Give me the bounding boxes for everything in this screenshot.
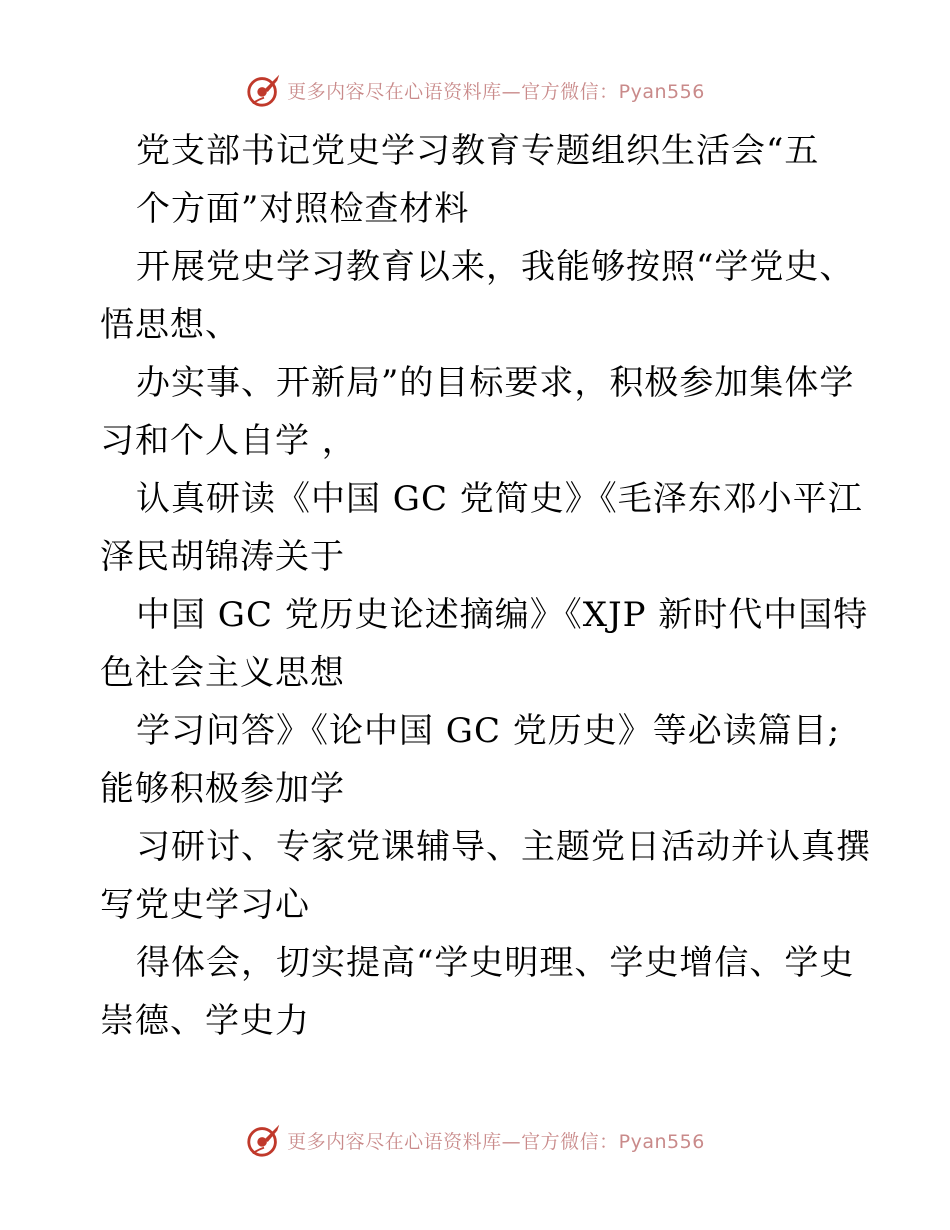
footer-banner-text: 更多内容尽在心语资料库—官方微信：Pyan556 (287, 1130, 705, 1153)
body-line: 崇德、学史力 (100, 1001, 310, 1041)
body-line: 办实事、开新局”的目标要求，积极参加集体学 (136, 363, 855, 403)
body-line: 能够积极参加学 (100, 769, 345, 809)
body-line: 中国 GC 党历史论述摘编》《XJP 新时代中国特 (136, 595, 869, 635)
body-line: 习和个人自学 ， (100, 421, 357, 461)
document-body (100, 122, 871, 1050)
body-line: 认真研读《中国 GC 党简史》《毛泽东邓小平江 (136, 479, 863, 519)
body-line: 写党史学习心 (100, 885, 310, 925)
title-line-2: 个方面”对照检查材料 (136, 189, 470, 229)
footer-banner (0, 1120, 950, 1160)
body-line: 习研讨、专家党课辅导、主题党日活动并认真撰 (136, 827, 871, 867)
body-line: 学习问答》《论中国 GC 党历史》等必读篇目; (136, 711, 841, 751)
red-quill-circle-logo-icon (245, 71, 283, 109)
header-banner (0, 70, 950, 110)
header-banner-text: 更多内容尽在心语资料库—官方微信：Pyan556 (287, 80, 705, 103)
title-line-1: 党支部书记党史学习教育专题组织生活会“五 (136, 131, 820, 171)
body-line: 泽民胡锦涛关于 (100, 537, 345, 577)
red-quill-circle-logo-icon (245, 1121, 283, 1159)
body-line: 悟思想、 (100, 305, 240, 345)
body-line: 开展党史学习教育以来，我能够按照“学党史、 (136, 247, 855, 287)
body-line: 色社会主义思想 (100, 653, 345, 693)
body-line: 得体会，切实提高“学史明理、学史增信、学史 (136, 943, 855, 983)
